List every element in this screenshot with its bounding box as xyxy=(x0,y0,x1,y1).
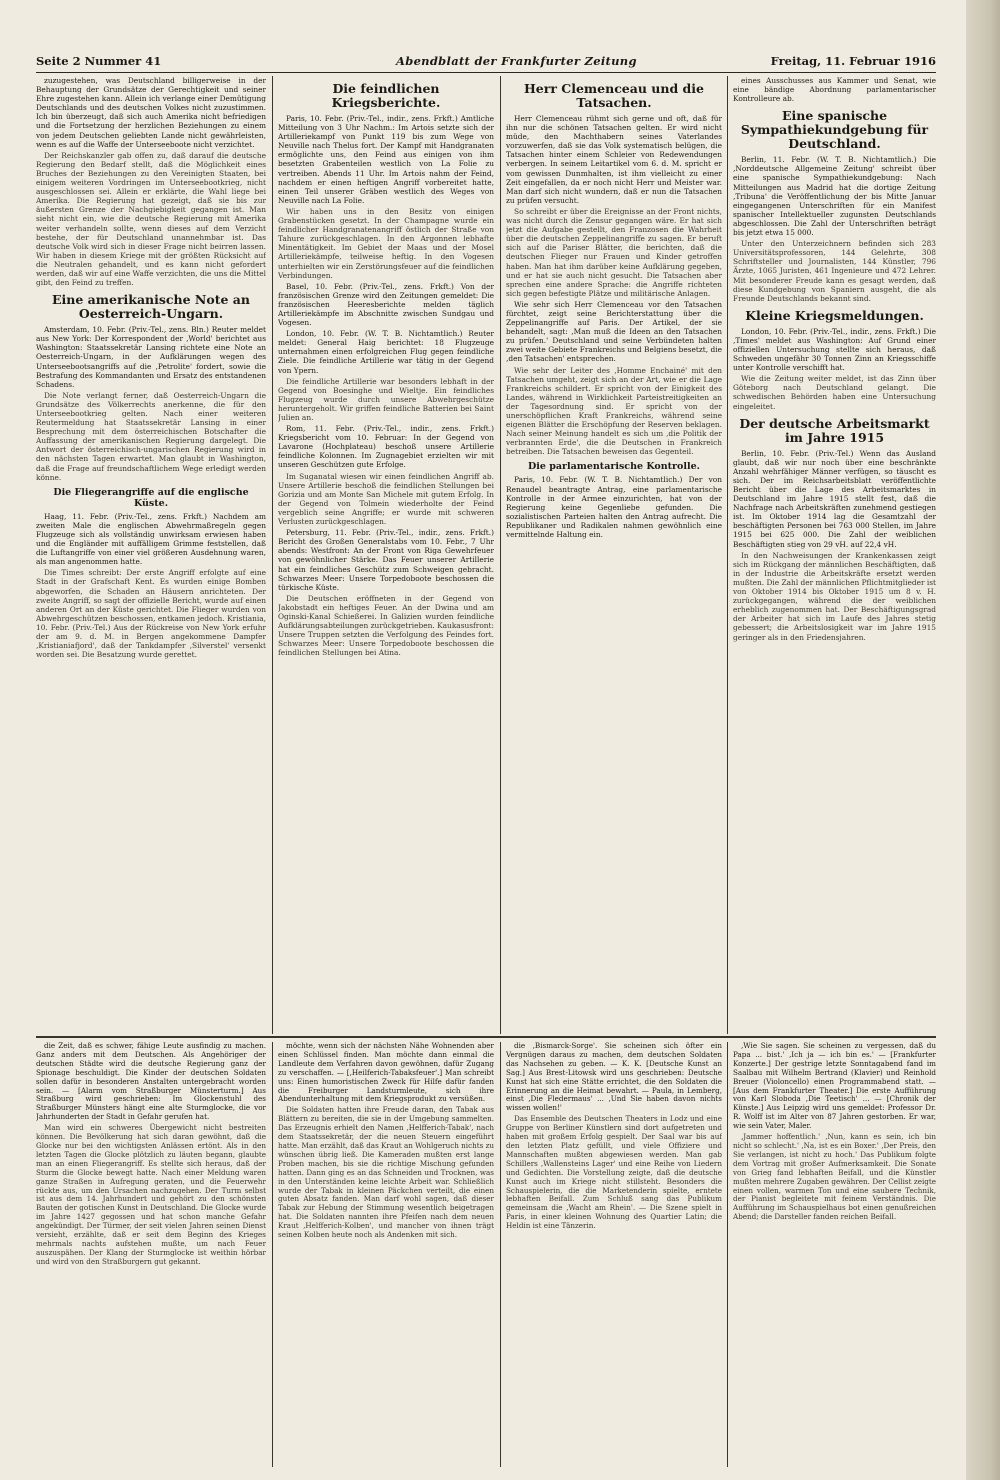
article-text: Wir haben uns in den Besitz von einigen Grabenstücken gesetzt. In der Champagne wurde ein feindlicher Handgranatenangriff östlich der Straße von Tahure zurückgeschlagen. In den Argonnen lebhafte Minentätigkeit. Im Gebiet der Maas und der Mosel Artilleriekämpfe, teilweise heftig. In den Vogesen unterhielten wir ein Zerstörungsfeuer auf die feindlichen Verbindungen. xyxy=(278,206,494,280)
article-text: In den Nachweisungen der Krankenkassen zeigt sich im Rückgang der männlichen Beschäftigten, daß in der Industrie die Arbeitskräfte ersetzt werden mußten. Die Zahl der männlichen Pflichtmitglieder ist von Oktober 1914 bis Oktober 1915 um 8 v. H. zurückgegangen, während die der weiblichen erheblich zugenommen hat. Der Beschäftigungsgrad der Arbeiter hat sich im Laufe des Jahres stetig gebessert; die Arbeitslosigkeit war im Jahre 1915 geringer als in den Friedensjahren. xyxy=(733,550,936,642)
article-text: Wie sehr der Leiter des ‚Homme Enchainé' mit den Tatsachen umgeht, zeigt sich an der Art, wie er die Lage Frankreichs schildert. Er spricht von der Einigkeit des Landes, während in Wirklichkeit Parteistreitigkeiten an der Tagesordnung sind. Er spricht von der unerschöpflichen Kraft Frankreichs, während seine eigenen Blätter die Erschöpfung der Reserven beklagen. Nach seiner Meinung handelt es sich um ‚die Politik der verbrannten Erde', die die Deutschen in Frankreich betreiben. Die Tatsachen beweisen das Gegenteil. xyxy=(506,365,722,457)
article-text: London, 10. Febr. (Priv.-Tel., indir., zens. Frkft.) Die ‚Times' meldet aus Washington: Auf Grund einer offiziellen Untersuchung stellte sich heraus, daß Schweden ungefähr 30 Tonnen Zinn an Kriegsschiffe unter Kontrolle verschifft hat. xyxy=(733,326,936,373)
article-text: Die Deutschen eröffneten in der Gegend von Jakobstadt ein heftiges Feuer. An der Dwina und am Oginski-Kanal Schießerei. In Galizien wurden feindliche Aufklärungsabteilungen zurückgetrieben. Kaukasusfront: Unsere Truppen setzten die Verfolgung des Feindes fort. Schwarzes Meer: Unsere Torpedoboote beschossen die feindlichen Stellungen bei Atina. xyxy=(278,593,494,658)
column-rule xyxy=(500,1042,501,1467)
feuilleton-text: Das Ensemble des Deutschen Theaters in Lodz und eine Gruppe von Berliner Künstlern sind dort aufgetreten und haben mit großem Erfolg gespielt. Der Saal war bis auf den letzten Platz gefüllt, und viele Offiziere und Mannschaften mußten abgewiesen werden. Man gab Schillers ‚Wallensteins Lager' und eine Reihe von Liedern und Gedichten. Die Vorstellung zeigte, daß die deutsche Kunst auch im Kriege nicht stillsteht. Besonders die Schauspielerin, die die Marketenderin spielte, erntete lebhaften Beifall. Zum Schluß sang das Publikum gemeinsam die ‚Wacht am Rhein'. — Die Szene spielt in Paris, in einer kleinen Wohnung des Quartier Latin; die Heldin ist eine Tänzerin. xyxy=(506,1114,722,1231)
article-text: So schreibt er über die Ereignisse an der Front nichts, was nicht durch die Zensur gegangen wäre. Er hat sich jetzt die Aufgabe gestellt, den Franzosen die Wahrheit über die deutschen Zeppelinangriffe zu sagen. Er beruft sich auf die Pariser Blätter, die berichten, daß die deutschen Flieger nur Frauen und Kinder getroffen haben. Man hat ihm darüber keine Aufklärung gegeben, und er hat sie auch nicht gesucht. Die Tatsachen aber sprechen eine andere Sprache: die Angriffe richteten sich gegen befestigte Plätze und militärische Anlagen. xyxy=(506,206,722,298)
sub-headline: Die Fliegerangriffe auf die englische Küste. xyxy=(53,486,249,509)
headline: Der deutsche Arbeitsmarkt im Jahre 1915 xyxy=(739,415,930,445)
article-text: Paris, 10. Febr. (Priv.-Tel., indir., zens. Frkft.) Amtliche Mitteilung von 3 Uhr Nachm.: Im Artois setzte sich der Artilleriekampf von Punkt 119 bis zum Wege von Neuville nach Thelus fort. Der Kampf mit Handgranaten ermöglichte uns, den Feind aus einigen von ihm besetzten Grabenteilen westlich von La Folie zu vertreiben. Abends 11 Uhr. Im Artois nahm der Feind, nachdem er einen heftigen Angriff vorbereitet hatte, einen Teil unserer Gräben westlich des Weges von Neuville nach La Folie. xyxy=(278,114,494,205)
article-text: Im Suganatal wiesen wir einen feindlichen Angriff ab. Unsere Artillerie beschoß die feindlichen Stellungen bei Gorizia und am Monte San Michele mit gutem Erfolg. In der Gegend von Tolmein wiederholte der Feind vergeblich seine Angriffe; er wurde mit schweren Verlusten zurückgeschlagen. xyxy=(278,471,494,527)
column-rule xyxy=(272,1042,273,1467)
article-text: Wie sehr sich Herr Clemenceau vor den Tatsachen fürchtet, zeigt seine Berichterstattung über die Zeppelinangriffe auf Paris. Der Artikel, der sie behandelt, sagt: ‚Man muß die Ideen an den Tatsachen zu prüfen.' Deutschland und seine Verbündeten halten zwei weite Gebiete Frankreichs und Belgiens besetzt, die ‚den Tatsachen' entsprechen. xyxy=(506,299,722,364)
article-text: Rom, 11. Febr. (Priv.-Tel., indir., zens. Frkft.) Kriegsbericht vom 10. Februar: In der Gegend von Lavarone (Hochplateau) beschoß unsere Artillerie feindliche Kolonnen. Im Zugnagebiet erzielten wir mit unseren Geschützen gute Erfolge. xyxy=(278,424,494,470)
feuilleton-text: Die Soldaten hatten ihre Freude daran, den Tabak aus Blättern zu bereiten, die sie in der Umgebung sammelten. Das Erzeugnis erhielt den Namen ‚Helfferich-Tabak', nach dem Staatssekretär, der die neuen Steuern eingeführt hatte. Man erzählt, daß das Kraut an Wohlgeruch nichts zu wünschen übrig ließ. Die Kameraden mußten erst lange Proben machen, bis sie die richtige Mischung gefunden hatten. Dann ging es an das Schneiden und Trocknen, was in den Unterständen keine leichte Arbeit war. Schließlich wurde der Tabak in kleinen Päckchen verteilt, die einen guten Absatz fanden. Man darf wohl sagen, daß dieser Tabak zur Hebung der Stimmung wesentlich beigetragen hat. Die Soldaten nannten ihre Pfeifen nach dem neuen Kraut ‚Helfferich-Kolben', und mancher von ihnen trägt seinen Kolben heute noch als Andenken mit sich. xyxy=(278,1105,494,1240)
column-3 xyxy=(506,76,722,1034)
sub-headline: Die parlamentarische Kontrolle. xyxy=(528,461,700,473)
column-rule xyxy=(727,76,728,1034)
headline: Eine amerikanische Note an Oesterreich-Ungarn. xyxy=(52,292,250,322)
feuilleton-column-1 xyxy=(36,1042,266,1467)
headline: Herr Clemenceau und die Tatsachen. xyxy=(523,81,705,110)
column-1 xyxy=(36,76,266,1034)
feuilleton-text: möchte, wenn sich der nächsten Nähe Wohnenden aber einen Schlüssel finden. Man möchte dann einmal die Landleute dem Verfahren davon gewöhnen, dafür Zugang zu verschaffen. — [‚Heilferich-Tabaksfeuer'.] Man schreibt uns: Einen humoristischen Zweck für Hilfe dafür fanden die Freiburger Landsturmleute, sich ihre Abendunterhaltung mit dem Kriegsprodukt zu versüßen. xyxy=(278,1042,494,1104)
column-2 xyxy=(278,76,494,1034)
column-rule xyxy=(500,76,501,1034)
article-text: Der Reichskanzler gab offen zu, daß darauf die deutsche Regierung den Bedarf stellt, daß die Möglichkeit eines Bruches der Beziehungen zu den Vereinigten Staaten, bei einigem weiteren Vordringen im Unterseebootkrieg, nicht ausgeschlossen sei. Allein er erklärte, die Wahl liege bei Amerika. Die Regierung hat gezeigt, daß sie bis zur äußersten Grenze der Nachgiebigkeit gegangen ist. Man sieht nicht ein, wie die deutsche Regierung mit Amerika weiter verhandeln sollte, wenn dieses auf dem Verzicht bestehe, der für Deutschland unannehmbar ist. Das deutsche Volk wird sich in dieser Frage nicht beirren lassen. Wir haben in diesem Kriege mit der größten Rücksicht auf die Neutralen gehandelt, und es kann nicht gefordert werden, daß wir auf eine Waffe verzichten, die uns die Mittel gibt, den Feind zu treffen. xyxy=(36,150,266,288)
article-text: Petersburg, 11. Febr. (Priv.-Tel., indir., zens. Frkft.) Bericht des Großen Generalstabs vom 10. Febr., 7 Uhr abends: Westfront: An der Front von Riga Gewehrfeuer von gewöhnlicher Stärke. Das Feuer unserer Artillerie hat ein feindliches Geschütz zum Schweigen gebracht. Schwarzes Meer: Unsere Torpedoboote beschossen die türkische Küste. xyxy=(278,528,494,592)
newspaper-title: Abendblatt der Frankfurter Zeitung xyxy=(396,54,637,68)
article-text: Berlin, 10. Febr. (Priv.-Tel.) Wenn das Ausland glaubt, daß wir nur noch über eine beschränkte Anzahl wehrfähiger Männer verfügen, so täuscht es sich. Der im Reichsarbeitsblatt veröffentlichte Bericht über die Lage des Arbeitsmarktes in Deutschland im Jahre 1915 stellt fest, daß die Nachfrage nach Arbeitskräften zunehmend gestiegen ist. Im Oktober 1914 lag die Gesamtzahl der beschäftigten Personen bei 763 000 Stellen, im Jahre 1915 bei 625 000. Die Zahl der weiblichen Beschäftigten stieg von 29 vH. auf 22,4 vH. xyxy=(733,448,936,549)
article-text: London, 10. Febr. (W. T. B. Nichtamtlich.) Reuter meldet: General Haig berichtet: 18 Flugzeuge unternahmen einen erfolgreichen Flug gegen feindliche Ziele. Die feindliche Artillerie war tätig in der Gegend von Ypern. xyxy=(278,329,494,375)
feuilleton-divider xyxy=(36,1036,936,1038)
article-text: Paris, 10. Febr. (W. T. B. Nichtamtlich.) Der von Renaudel beantragte Antrag, eine parlamentarische Kontrolle in der Armee einzurichten, hat von der Regierung keine Gegenliebe gefunden. Die sozialistischen Parteien halten den Antrag aufrecht. Die Republikaner und Radikalen nahmen gewöhnlich eine vermittelnde Haltung ein. xyxy=(506,475,722,540)
feuilleton-text: Man wird ein schweres Übergewicht nicht bestreiten können. Die Bevölkerung hat sich daran gewöhnt, daß die Glocke nur bei den wichtigsten Anlässen ertönt. Als in den letzten Tagen die Glocke plötzlich zu läuten begann, glaubte man an einen Fliegerangriff. Es stellte sich heraus, daß der Sturm die Glocke bewegt hatte. Nach einer Meldung waren ganze Straßen in Aufregung geraten, und die Feuerwehr rückte aus, um den Ursachen nachzugehen. Der Turm selbst ist aus dem 14. Jahrhundert und gehört zu den schönsten Bauten der gotischen Kunst in Deutschland. Die Glocke wurde im Jahre 1427 gegossen und hat schon manche Gefahr angekündigt. Der Türmer, der seit vielen Jahren seinen Dienst versieht, erzählte, daß er seit dem Beginn des Krieges mehrmals nachts aufstehen mußte, um nach Feuer auszuspähen. Der Klang der Sturmglocke ist weithin hörbar und wird von den Straßburgern gut gekannt. xyxy=(36,1123,266,1266)
article-text: Die Note verlangt ferner, daß Oesterreich-Ungarn die Grundsätze des Völkerrechts anerkenne, die für den Unterseebootkrieg gelten. Nach einer weiteren Reutermeldung hat Staatssekretär Lansing in einer Besprechung mit dem österreichischen Botschafter die Auffassung der amerikanischen Regierung dargelegt. Die Antwort der österreichisch-ungarischen Regierung wird in den nächsten Tagen erwartet. Man glaubt in Washington, daß die Frage auf freundschaftlichem Wege erledigt werden könne. xyxy=(36,390,266,482)
article-text: Herr Clemenceau rühmt sich gerne und oft, daß für ihn nur die schönen Tatsachen gelten. Er wird nicht müde, den Machthabern seines Vaterlandes vorzuwerfen, daß sie das Volk systematisch belügen, die Tatsachen hinter einem Schleier von Redewendungen verbergen. In seinem Leitartikel vom 6. d. M. spricht er vom gewissen Dunmhalten, ist ihm vielleicht zu einer Zeit eingefallen, da er noch nicht Herr und Meister war. Man darf sich nicht wundern, daß er nun die Tatsachen zu prüfen versucht. xyxy=(506,114,722,205)
article-text: Berlin, 11. Febr. (W. T. B. Nichtamtlich.) Die ‚Norddeutsche Allgemeine Zeitung' schreibt über eine spanische Sympathiekundgebung: Nach Mitteilungen aus Madrid hat die dortige Zeitung ‚Tribuna' die Veröffentlichung der bis Mitte Januar eingegangenen Unterschriften für ein Manifest spanischer Intellektueller zugunsten Deutschlands abgeschlossen. Die Zahl der Unterschriften beträgt bis jetzt etwa 15 000. xyxy=(733,155,936,238)
article-text: Die feindliche Artillerie war besonders lebhaft in der Gegend von Boesinghe und Wieltje. Ein feindliches Flugzeug wurde durch unsere Abwehrgeschütze heruntergeholt. Wir griffen feindliche Batterien bei Saint Julien an. xyxy=(278,376,494,422)
feuilleton-column-4 xyxy=(733,1042,936,1467)
masthead xyxy=(36,54,936,73)
article-text: zuzugestehen, was Deutschland billigerweise in der Behauptung der Grundsätze der Gerechtigkeit und seiner Ehre zugestehen kann. Allein ich verlange einer Demütigung Deutschlands und des deutschen Volkes nicht zuzustimmen. Ich bin überzeugt, daß sich auch Amerika nicht befriedigen und die Fortsetzung der herzlichen Beziehungen zu einem von jedem Deutschen geliebten Lande nicht gewährleisten, wenn es auf die Waffe der Unterseeboote nicht verzichtet. xyxy=(36,76,266,149)
article-text: Basel, 10. Febr. (Priv.-Tel., zens. Frkft.) Von der französischen Grenze wird den Zeitungen gemeldet: Die französischen Heeresberichte melden täglich Artilleriekämpfe im Abschnitte zwischen Sundgau und Vogesen. xyxy=(278,281,494,328)
feuilleton-text: ‚Jammer hoffentlich.' ‚Nun, kann es sein, ich bin nicht so schlecht.' ‚Na, ist es ein Boxer.' ‚Der Preis, den Sie verlangen, ist nicht zu hoch.' Das Publikum folgte dem Vortrag mit großer Aufmerksamkeit. Die Sonate von Grieg fand lebhaften Beifall, und die Künstler mußten mehrere Zugaben gewähren. Der Cellist zeigte einen vollen, warmen Ton und eine saubere Technik, der Pianist begleitete mit feinem Verständnis. Die Aufführung im Schauspielhaus bot einen genußreichen Abend; die Darsteller fanden reichen Beifall. xyxy=(733,1132,936,1222)
feuilleton-text: die ‚Bismarck-Sorge'. Sie scheinen sich öfter ein Vergnügen daraus zu machen, dem deutschen Soldaten das Nachsehen zu geben. — K. K. [Deutsche Kunst an Sag.] Aus Brest-Litowsk wird uns geschrieben: Deutsche Kunst hat sich eine Stätte errichtet, die den Soldaten die Erinnerung an die Heimat bewahrt. — Paula, in Lemberg, einst ‚Die Fledermaus' ... ‚Und Sie haben davon nichts wissen wollen!' xyxy=(506,1042,722,1113)
article-text: Amsterdam, 10. Febr. (Priv.-Tel., zens. Bln.) Reuter meldet aus New York: Der Korrespondent der ‚World' berichtet aus Washington: Staatssekretär Lansing richtete eine Note an Oesterreich-Ungarn, in der Aufklärungen wegen des Unterseebootsangriffs auf die ‚Petrolite' fordert, sowie die Bestrafung des Kommandanten und Ersatz des entstandenen Schadens. xyxy=(36,325,266,389)
article-text: Die Times schreibt: Der erste Angriff erfolgte auf eine Stadt in der Grafschaft Kent. Es wurden einige Bomben abgeworfen, die Schaden an Häusern anrichteten. Der zweite Angriff, so sagt der offizielle Bericht, wurde auf einen anderen Ort an der Küste gerichtet. Die Flieger wurden von Abwehrgeschützen beschossen, entkamen jedoch. Kristiania, 10. Febr. (Priv.-Tel.) Aus der Rückreise von New York erfuhr der am 9. d. M. in Bergen angekommene Dampfer ‚Kristianiafjord', daß der Tankdampfer ‚Silverstel' versenkt worden sei. Die Besatzung wurde gerettet. xyxy=(36,568,266,660)
article-text: Unter den Unterzeichnern befinden sich 283 Universitätsprofessoren, 144 Gelehrte, 308 Schriftsteller und Journalisten, 144 Künstler, 796 Ärzte, 1065 Juristen, 461 Ingenieure und 472 Lehrer. Mit besonderer Freude kann es gesagt werden, daß diese Kundgebung von Spaniern ausgeht, die als Freunde Deutschlands bekannt sind. xyxy=(733,239,936,303)
column-rule xyxy=(272,76,273,1034)
headline: Eine spanische Sympathiekundgebung für Deutschland. xyxy=(740,108,929,152)
headline: Kleine Kriegsmeldungen. xyxy=(745,307,924,323)
article-text: eines Ausschusses aus Kammer und Senat, wie eine bändige Abordnung parlamentarischer Kontrolleure ab. xyxy=(733,76,936,104)
issue-date: Freitag, 11. Februar 1916 xyxy=(770,54,936,68)
page-fold-shadow xyxy=(966,0,1000,1480)
headline: Die feindlichen Kriegsberichte. xyxy=(331,81,441,110)
column-4 xyxy=(733,76,936,1034)
page-number: Seite 2 Nummer 41 xyxy=(36,54,162,68)
feuilleton-column-2 xyxy=(278,1042,494,1467)
feuilleton-column-3 xyxy=(506,1042,722,1467)
column-rule xyxy=(727,1042,728,1467)
article-text: Wie die Zeitung weiter meldet, ist das Zinn über Göteborg nach Deutschland gelangt. Die schwedischen Behörden haben eine Untersuchung eingeleitet. xyxy=(733,374,936,411)
feuilleton-text: die Zeit, daß es schwer, fähige Leute ausfindig zu machen. Ganz anders mit dem Deutschen. Als Angehöriger der deutschen Städte wird die deutsche Regierung ganz der Spionage beschuldigt. Die Kinder der deutschen Soldaten sollen dafür in besonderen Anstalten untergebracht worden sein. — [Alarm vom Straßburger Münsterturm.] Aus Straßburg wird geschrieben: Im Glockenstuhl des Straßburger Münsters hängt eine alte Sturmglocke, die vor Jahrhunderten der Stadt in Gefahr gerufen hat. xyxy=(36,1042,266,1122)
article-text: Haag, 11. Febr. (Priv.-Tel., zens. Frkft.) Nachdem am zweiten Male die englischen Abwehrmaßregeln gegen Flugzeuge sich als vollständig unwirksam erwiesen haben und die Engländer mit auffälligem Grimme feststellen, daß die Luftangriffe von einer viel größeren Ausdehnung waren, als man angenommen hatte. xyxy=(36,511,266,567)
feuilleton-text: ‚Wie Sie sagen. Sie scheinen zu vergessen, daß du Papa ... bist.' ‚Ich ja — ich bin es.' — [Frankfurter Konzerte.] Der gestrige letzte Sonntagabend fand im Saalbau mit Wilhelm Bertrand (Klavier) und Reinhold Breuer (Violoncello) einen Programmabend statt. — [Aus dem Frankfurter Theater.] Die erste Aufführung von Karl Sloboda ‚Die Teetisch' ... — [Chronik der Künste.] Aus Leipzig wird uns gemeldet: Professor Dr. R. Wolff ist im Alter von 87 Jahren gestorben. Er war, wie sein Vater, Maler. xyxy=(733,1042,936,1131)
